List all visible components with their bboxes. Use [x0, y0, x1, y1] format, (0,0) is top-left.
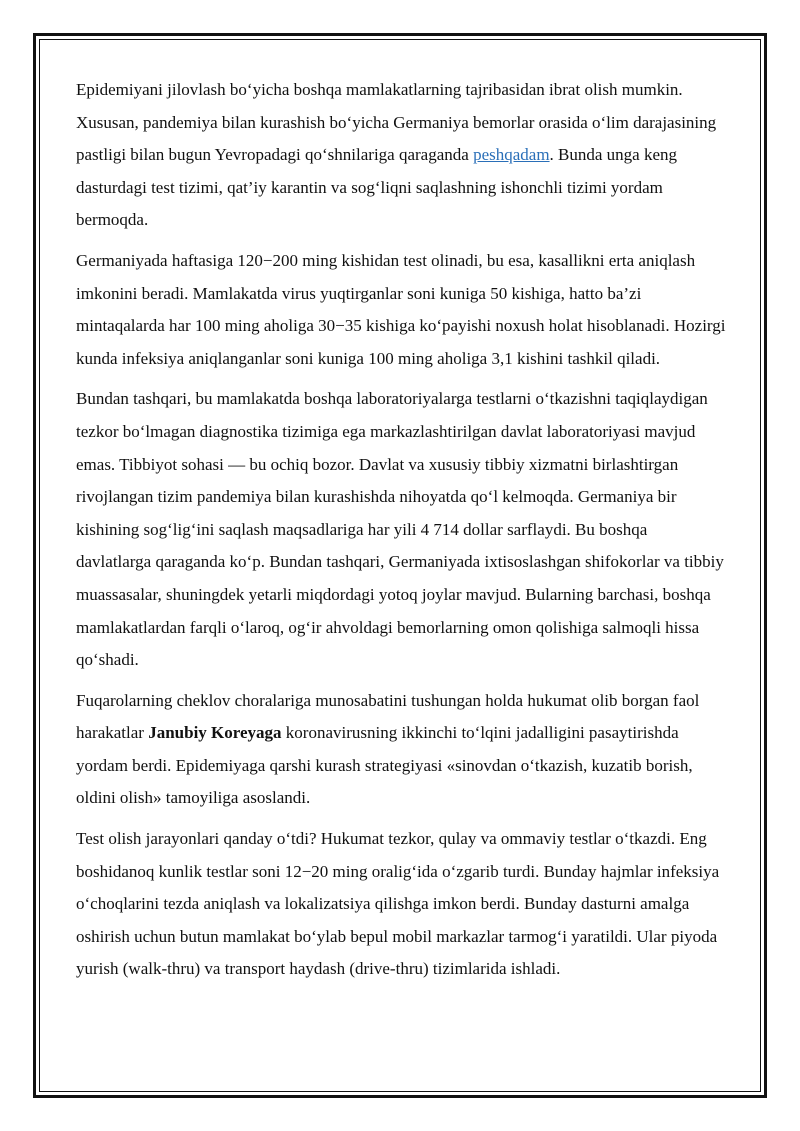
paragraph-testing-process [76, 823, 726, 986]
country-name-bold: Janubiy Koreyaga [148, 723, 282, 743]
peshqadam-link[interactable]: peshqadam [473, 145, 550, 165]
paragraph-germany-intro [76, 74, 726, 237]
paragraph-text: Germaniyada haftasiga 120−200 ming kishidan test olinadi, bu esa, kasallikni erta aniqlash imkonini beradi. Mamlakatda virus yuqtirganlar soni kuniga 50 kishiga, hatto ba’zi mintaqalarda har 100 ming aholiga 30−35 kishiga ko‘payishi noxush holat hisoblanadi. Hozirgi kunda infeksiya aniqlanganlar soni kuniga 100 ming aholiga 3,1 kishini tashkil qiladi. [76, 250, 726, 368]
paragraph-text: Bundan tashqari, bu mamlakatda boshqa laboratoriyalarga testlarni o‘tkazishni taqiqlaydigan tezkor bo‘lmagan diagnostika tizimiga ega markazlashtirilgan davlat laboratoriyasi mavjud emas. Tibbiyot sohasi — bu ochiq bozor. Davlat va xususiy tibbiy xizmatni birlashtirgan rivojlangan tizim pandemiya bilan kurashishda nihoyatda qo‘l kelmoqda. Germaniya bir kishining sog‘lig‘ini saqlash maqsadlariga har yili 4 714 dollar sarflaydi. Bu boshqa davlatlarga qaraganda ko‘p. Bundan tashqari, Germaniyada ixtisoslashgan shifokorlar va tibbiy muassasalar, shuningdek yetarli miqdordagi yotoq joylar mavjud. Bularning barchasi, boshqa mamlakatlardan farqli o‘laroq, og‘ir ahvoldagi bemorlarning omon qolishiga salmoqli hissa qo‘shadi. [76, 389, 724, 670]
paragraph-germany-healthcare [76, 383, 726, 676]
document-body [76, 74, 726, 994]
paragraph-text: Fuqarolarning cheklov choralariga munosabatini tushungan holda hukumat olib borgan faol harakatlar [76, 690, 700, 743]
paragraph-text: Test olish jarayonlari qanday o‘tdi? Hukumat tezkor, qulay va ommaviy testlar o‘tkazdi. Eng boshidanoq kunlik testlar soni 12−20 ming oralig‘ida o‘zgarib turdi. Bunday hajmlar infeksiya o‘choqlarini tezda aniqlash va lokalizatsiya qilishga imkon berdi. Bunday dasturni amalga oshirish uchun butun mamlakat bo‘ylab bepul mobil markazlar tarmog‘i yaratildi. Ular piyoda yurish (walk-thru) va transport haydash (drive-thru) tizimlarida ishladi. [76, 829, 720, 979]
paragraph-south-korea [76, 685, 726, 815]
paragraph-text: . Bunda unga keng dasturdagi test tizimi, qat’iy karantin va sog‘liqni saqlashning ishonchli tizimi yordam bermoqda. [76, 145, 678, 230]
paragraph-text: koronavirusning ikkinchi to‘lqini jadalligini pasaytirishda yordam berdi. Epidemiyaga qarshi kurash strategiyasi «sinovdan o‘tkazish, kuzatib borish, oldini olish» tamoyiliga asoslandi. [76, 723, 693, 808]
paragraph-text: Epidemiyani jilovlash bo‘yicha boshqa mamlakatlarning tajribasidan ibrat olish mumkin. Xususan, pandemiya bilan kurashish bo‘yicha Germaniya bemorlar orasida o‘lim darajasining pastligi bilan bugun Yevropadagi qo‘shnilariga qaraganda [76, 80, 717, 165]
paragraph-germany-testing [76, 245, 726, 375]
